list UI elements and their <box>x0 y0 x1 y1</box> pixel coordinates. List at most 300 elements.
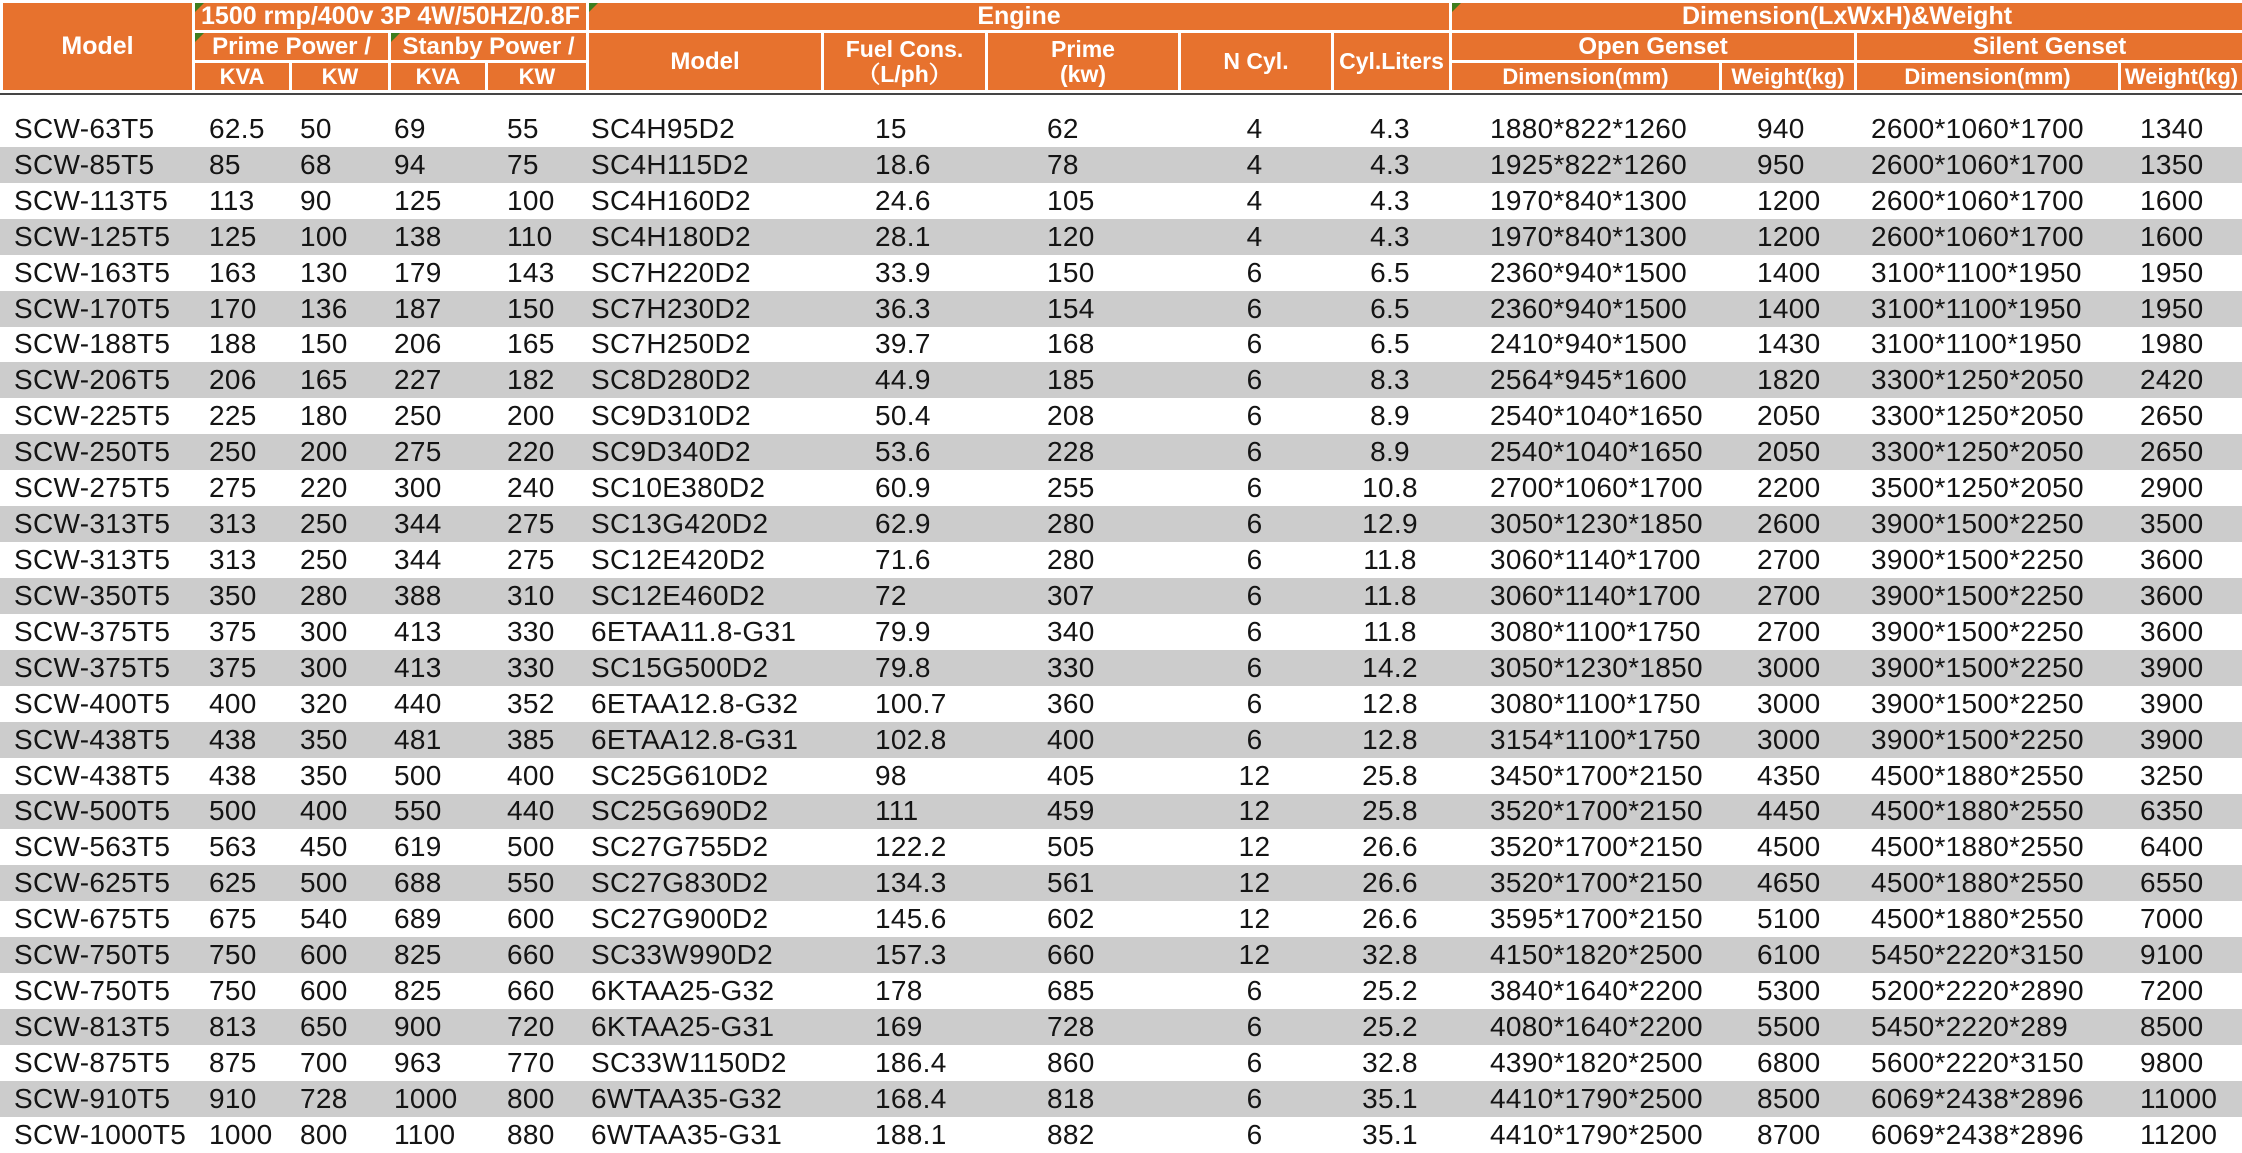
cell-open-weight: 2050 <box>1757 436 1821 468</box>
cell-silent-dimension: 2600*1060*1700 <box>1871 112 2084 144</box>
cell-prime-kva: 225 <box>209 400 257 432</box>
cell-engine-prime-kw: 405 <box>1047 759 1095 791</box>
cell-silent-weight: 3600 <box>2140 615 2204 647</box>
header-prime-kva-label: KVA <box>219 63 265 89</box>
cell-prime-kw: 136 <box>300 292 348 324</box>
cell-n-cyl: 4 <box>1246 112 1263 144</box>
cell-prime-kw: 165 <box>300 364 348 396</box>
cell-n-cyl: 6 <box>1246 651 1263 683</box>
cell-prime-kw: 150 <box>300 328 348 360</box>
cell-cyl-liters: 4.3 <box>1370 148 1410 180</box>
cell-fuel-cons: 39.7 <box>875 328 931 360</box>
cell-stanby-kw: 800 <box>507 1082 555 1114</box>
header-fuel-cons <box>824 33 988 93</box>
table-row <box>0 470 2242 506</box>
cell-prime-kva: 438 <box>209 723 257 755</box>
header-prime-kw-label: KW <box>321 63 359 89</box>
cell-prime-kw: 500 <box>300 867 348 899</box>
cell-open-dimension: 4410*1790*2500 <box>1490 1082 1703 1114</box>
cell-prime-kva: 125 <box>209 220 257 252</box>
cell-model: SCW-563T5 <box>14 831 171 863</box>
cell-open-dimension: 4410*1790*2500 <box>1490 1118 1703 1150</box>
cell-prime-kva: 206 <box>209 364 257 396</box>
cell-stanby-kva: 187 <box>394 292 442 324</box>
cell-engine-model: SC4H180D2 <box>591 220 751 252</box>
header-prime-power-label: Prime Power / <box>212 33 371 60</box>
cell-fuel-cons: 186.4 <box>875 1046 947 1078</box>
comment-marker-icon <box>589 3 598 12</box>
cell-n-cyl: 4 <box>1246 148 1263 180</box>
header-open-dimension-label: Dimension(mm) <box>1502 63 1669 89</box>
cell-stanby-kw: 182 <box>507 364 555 396</box>
cell-prime-kva: 62.5 <box>209 112 265 144</box>
header-prime-power <box>195 33 391 63</box>
cell-silent-dimension: 5450*2220*289 <box>1871 1011 2068 1042</box>
cell-silent-weight: 3900 <box>2140 687 2204 719</box>
cell-fuel-cons: 79.9 <box>875 615 931 647</box>
cell-fuel-cons: 24.6 <box>875 184 931 216</box>
cell-prime-kw: 300 <box>300 651 348 683</box>
cell-silent-weight: 1950 <box>2140 256 2204 288</box>
cell-model: SCW-438T5 <box>14 759 171 791</box>
cell-open-dimension: 1970*840*1300 <box>1490 184 1687 216</box>
cell-open-dimension: 4150*1820*2500 <box>1490 939 1703 971</box>
cell-engine-model: 6WTAA35-G32 <box>591 1082 783 1114</box>
cell-fuel-cons: 33.9 <box>875 256 931 288</box>
cell-silent-dimension: 3300*1250*2050 <box>1871 364 2084 396</box>
cell-model: SCW-910T5 <box>14 1082 171 1114</box>
cell-prime-kva: 250 <box>209 436 257 468</box>
table-row <box>0 111 2242 147</box>
table-row <box>0 183 2242 219</box>
cell-engine-prime-kw: 154 <box>1047 292 1095 324</box>
cell-n-cyl: 6 <box>1246 472 1263 504</box>
cell-engine-prime-kw: 360 <box>1047 687 1095 719</box>
cell-n-cyl: 6 <box>1246 1082 1263 1114</box>
cell-engine-model: SC25G610D2 <box>591 759 769 791</box>
cell-open-weight: 1200 <box>1757 220 1821 252</box>
header-stanby-kva <box>391 63 488 93</box>
cell-silent-dimension: 3500*1250*2050 <box>1871 472 2084 504</box>
table-row <box>0 219 2242 255</box>
cell-open-weight: 4650 <box>1757 867 1821 899</box>
cell-n-cyl: 6 <box>1246 400 1263 432</box>
cell-stanby-kva: 1100 <box>394 1118 456 1150</box>
cell-cyl-liters: 25.2 <box>1362 975 1418 1007</box>
header-stanby-kw-label: KW <box>518 63 556 89</box>
cell-model: SCW-500T5 <box>14 795 171 827</box>
cell-stanby-kw: 110 <box>507 220 553 252</box>
cell-model: SCW-350T5 <box>14 579 171 611</box>
header-open-weight <box>1722 63 1857 93</box>
cell-silent-dimension: 3900*1500*2250 <box>1871 544 2084 576</box>
cell-open-weight: 1200 <box>1757 184 1821 216</box>
cell-open-dimension: 2700*1060*1700 <box>1490 472 1703 504</box>
cell-prime-kw: 650 <box>300 1011 348 1042</box>
cell-prime-kva: 113 <box>209 184 255 216</box>
cell-cyl-liters: 8.3 <box>1370 364 1410 396</box>
cell-prime-kw: 728 <box>300 1082 348 1114</box>
header-open-genset-label: Open Genset <box>1578 33 1728 60</box>
cell-stanby-kva: 413 <box>394 615 442 647</box>
cell-n-cyl: 6 <box>1246 1118 1263 1150</box>
cell-model: SCW-675T5 <box>14 903 171 935</box>
comment-marker-icon <box>195 33 204 42</box>
cell-engine-model: SC13G420D2 <box>591 508 769 540</box>
cell-prime-kw: 180 <box>300 400 348 432</box>
cell-engine-prime-kw: 818 <box>1047 1082 1095 1114</box>
cell-stanby-kw: 55 <box>507 112 539 144</box>
cell-prime-kva: 85 <box>209 148 241 180</box>
cell-n-cyl: 6 <box>1246 687 1263 719</box>
cell-silent-weight: 1600 <box>2140 184 2204 216</box>
header-fuel-line2: （L/ph） <box>857 60 952 87</box>
cell-cyl-liters: 12.9 <box>1362 508 1418 540</box>
cell-fuel-cons: 72 <box>875 579 907 611</box>
cell-cyl-liters: 32.8 <box>1362 1046 1418 1078</box>
cell-silent-weight: 11200 <box>2140 1118 2218 1150</box>
table-header <box>0 0 2242 93</box>
cell-engine-model: SC27G830D2 <box>591 867 769 899</box>
cell-fuel-cons: 169 <box>875 1011 923 1042</box>
cell-cyl-liters: 25.2 <box>1362 1011 1418 1042</box>
cell-model: SCW-188T5 <box>14 328 171 360</box>
cell-fuel-cons: 44.9 <box>875 364 931 396</box>
cell-open-weight: 8700 <box>1757 1118 1821 1150</box>
cell-model: SCW-313T5 <box>14 544 171 576</box>
cell-prime-kw: 400 <box>300 795 348 827</box>
cell-stanby-kw: 400 <box>507 759 555 791</box>
cell-model: SCW-400T5 <box>14 687 171 719</box>
cell-open-dimension: 3520*1700*2150 <box>1490 831 1703 863</box>
cell-prime-kw: 600 <box>300 975 348 1007</box>
cell-silent-dimension: 2600*1060*1700 <box>1871 220 2084 252</box>
cell-engine-prime-kw: 660 <box>1047 939 1095 971</box>
cell-engine-prime-kw: 728 <box>1047 1011 1095 1042</box>
header-engine-title: Engine <box>977 3 1061 30</box>
cell-fuel-cons: 100.7 <box>875 687 947 719</box>
cell-engine-prime-kw: 255 <box>1047 472 1095 504</box>
cell-n-cyl: 12 <box>1238 867 1271 899</box>
cell-open-weight: 4500 <box>1757 831 1821 863</box>
cell-open-dimension: 3595*1700*2150 <box>1490 903 1703 935</box>
cell-silent-weight: 2650 <box>2140 436 2204 468</box>
cell-open-weight: 5100 <box>1757 903 1821 935</box>
cell-stanby-kw: 550 <box>507 867 555 899</box>
cell-silent-weight: 2420 <box>2140 364 2204 396</box>
cell-stanby-kva: 413 <box>394 651 442 683</box>
cell-model: SCW-313T5 <box>14 508 171 540</box>
cell-cyl-liters: 4.3 <box>1370 220 1410 252</box>
cell-silent-dimension: 4500*1880*2550 <box>1871 831 2084 863</box>
header-model-label: Model <box>61 32 134 60</box>
cell-cyl-liters: 11.8 <box>1363 579 1417 611</box>
cell-engine-model: SC4H115D2 <box>591 148 749 180</box>
cell-silent-dimension: 2600*1060*1700 <box>1871 148 2084 180</box>
cell-stanby-kva: 963 <box>394 1046 442 1078</box>
cell-prime-kw: 700 <box>300 1046 348 1078</box>
cell-open-weight: 2700 <box>1757 579 1821 611</box>
cell-engine-model: SC7H220D2 <box>591 256 751 288</box>
cell-stanby-kva: 689 <box>394 903 442 935</box>
cell-engine-prime-kw: 280 <box>1047 508 1095 540</box>
table-row <box>0 973 2242 1009</box>
cell-open-weight: 8500 <box>1757 1082 1821 1114</box>
cell-cyl-liters: 12.8 <box>1362 687 1418 719</box>
table-row <box>0 794 2242 830</box>
cell-open-dimension: 3450*1700*2150 <box>1490 759 1703 791</box>
cell-engine-model: SC15G500D2 <box>591 651 769 683</box>
cell-engine-prime-kw: 882 <box>1047 1118 1095 1150</box>
cell-engine-model: 6KTAA25-G31 <box>591 1011 775 1042</box>
cell-silent-weight: 6550 <box>2140 867 2204 899</box>
cell-stanby-kva: 1000 <box>394 1082 458 1114</box>
cell-stanby-kva: 440 <box>394 687 442 719</box>
cell-cyl-liters: 35.1 <box>1362 1082 1418 1114</box>
cell-prime-kw: 220 <box>300 472 348 504</box>
cell-stanby-kva: 500 <box>394 759 442 791</box>
cell-open-dimension: 4080*1640*2200 <box>1490 1011 1703 1042</box>
cell-fuel-cons: 36.3 <box>875 292 931 324</box>
cell-silent-dimension: 3900*1500*2250 <box>1871 579 2084 611</box>
cell-prime-kw: 50 <box>300 112 332 144</box>
cell-engine-model: SC33W1150D2 <box>591 1046 787 1078</box>
cell-open-dimension: 3520*1700*2150 <box>1490 795 1703 827</box>
cell-silent-dimension: 3100*1100*1950 <box>1871 328 2082 360</box>
cell-engine-prime-kw: 330 <box>1047 651 1095 683</box>
cell-cyl-liters: 12.8 <box>1362 723 1418 755</box>
header-dimension-title: Dimension(LxWxH)&Weight <box>1681 3 2013 30</box>
table-row <box>0 1045 2242 1081</box>
cell-engine-prime-kw: 307 <box>1047 579 1095 611</box>
cell-cyl-liters: 25.8 <box>1362 795 1418 827</box>
cell-stanby-kw: 310 <box>507 579 555 611</box>
header-silent-genset-label: Silent Genset <box>1972 33 2127 60</box>
cell-prime-kva: 375 <box>209 615 257 647</box>
header-silent-weight-label: Weight(kg) <box>2124 63 2239 89</box>
header-engine-prime-line1: Prime <box>1051 35 1115 62</box>
cell-open-weight: 2200 <box>1757 472 1821 504</box>
cell-open-weight: 3000 <box>1757 723 1821 755</box>
header-fuel-line1: Fuel Cons. <box>845 35 964 62</box>
cell-n-cyl: 12 <box>1238 939 1271 971</box>
cell-engine-model: 6KTAA25-G32 <box>591 975 775 1007</box>
cell-prime-kva: 400 <box>209 687 257 719</box>
cell-prime-kva: 500 <box>209 795 257 827</box>
cell-stanby-kw: 275 <box>507 544 555 576</box>
cell-model: SCW-206T5 <box>14 364 171 396</box>
table-row <box>0 901 2242 937</box>
cell-engine-model: 6ETAA12.8-G32 <box>591 687 799 719</box>
cell-n-cyl: 6 <box>1246 256 1263 288</box>
cell-open-weight: 940 <box>1757 112 1805 144</box>
cell-open-dimension: 1970*840*1300 <box>1490 220 1687 252</box>
cell-engine-model: SC7H250D2 <box>591 328 751 360</box>
cell-stanby-kw: 240 <box>507 472 555 504</box>
header-silent-weight <box>2121 63 2242 93</box>
table-row <box>0 506 2242 542</box>
cell-silent-dimension: 6069*2438*2896 <box>1871 1082 2084 1114</box>
cell-fuel-cons: 53.6 <box>875 436 931 468</box>
cell-open-dimension: 4390*1820*2500 <box>1490 1046 1703 1078</box>
cell-stanby-kw: 165 <box>507 328 555 360</box>
cell-prime-kva: 438 <box>209 759 257 791</box>
cell-engine-prime-kw: 561 <box>1047 867 1095 899</box>
cell-open-dimension: 3154*1100*1750 <box>1490 723 1701 755</box>
cell-silent-dimension: 3300*1250*2050 <box>1871 400 2084 432</box>
cell-n-cyl: 12 <box>1238 831 1271 863</box>
cell-model: SCW-125T5 <box>14 220 171 252</box>
cell-model: SCW-170T5 <box>14 292 171 324</box>
cell-n-cyl: 12 <box>1238 903 1271 935</box>
cell-fuel-cons: 122.2 <box>875 831 947 863</box>
table-row <box>0 614 2242 650</box>
cell-engine-prime-kw: 168 <box>1047 328 1095 360</box>
cell-cyl-liters: 6.5 <box>1370 292 1410 324</box>
cell-open-dimension: 2360*940*1500 <box>1490 256 1687 288</box>
cell-open-weight: 2050 <box>1757 400 1821 432</box>
cell-open-dimension: 3520*1700*2150 <box>1490 867 1703 899</box>
cell-silent-dimension: 4500*1880*2550 <box>1871 759 2084 791</box>
cell-prime-kw: 280 <box>300 579 348 611</box>
cell-model: SCW-750T5 <box>14 975 171 1007</box>
cell-prime-kva: 275 <box>209 472 257 504</box>
cell-engine-model: 6WTAA35-G31 <box>591 1118 783 1150</box>
cell-silent-dimension: 4500*1880*2550 <box>1871 903 2084 935</box>
cell-engine-prime-kw: 860 <box>1047 1046 1095 1078</box>
cell-silent-dimension: 3900*1500*2250 <box>1871 615 2084 647</box>
header-stanby-power <box>391 33 589 63</box>
cell-stanby-kw: 660 <box>507 939 555 971</box>
cell-stanby-kva: 344 <box>394 544 442 576</box>
cell-engine-model: SC9D310D2 <box>591 400 751 432</box>
cell-stanby-kw: 330 <box>507 651 555 683</box>
table-row <box>0 650 2242 686</box>
table-row <box>0 578 2242 614</box>
header-engine-model-label: Model <box>670 47 740 75</box>
cell-cyl-liters: 6.5 <box>1370 256 1410 288</box>
cell-cyl-liters: 8.9 <box>1370 436 1410 468</box>
cell-prime-kva: 675 <box>209 903 257 935</box>
cell-engine-model: SC25G690D2 <box>591 795 769 827</box>
table-row <box>0 255 2242 291</box>
cell-cyl-liters: 10.8 <box>1362 472 1418 504</box>
cell-open-dimension: 3060*1140*1700 <box>1490 544 1701 576</box>
cell-open-weight: 4450 <box>1757 795 1821 827</box>
cell-open-dimension: 2360*940*1500 <box>1490 292 1687 324</box>
cell-prime-kw: 300 <box>300 615 348 647</box>
cell-model: SCW-275T5 <box>14 472 171 504</box>
cell-open-dimension: 3060*1140*1700 <box>1490 579 1701 611</box>
cell-silent-weight: 11000 <box>2140 1082 2218 1114</box>
cell-cyl-liters: 26.6 <box>1362 831 1418 863</box>
table-row <box>0 865 2242 901</box>
cell-engine-model: SC33W990D2 <box>591 939 773 971</box>
cell-fuel-cons: 28.1 <box>875 220 931 252</box>
header-open-dimension <box>1452 63 1722 93</box>
cell-open-weight: 6800 <box>1757 1046 1821 1078</box>
cell-model: SCW-813T5 <box>14 1011 171 1042</box>
cell-stanby-kva: 900 <box>394 1011 442 1042</box>
cell-silent-dimension: 5600*2220*3150 <box>1871 1046 2084 1078</box>
header-engine-prime-line2: (kw) <box>1060 60 1106 87</box>
cell-fuel-cons: 178 <box>875 975 923 1007</box>
cell-stanby-kw: 660 <box>507 975 555 1007</box>
cell-silent-weight: 1950 <box>2140 292 2204 324</box>
cell-stanby-kw: 75 <box>507 148 539 180</box>
cell-fuel-cons: 145.6 <box>875 903 947 935</box>
cell-engine-prime-kw: 602 <box>1047 903 1095 935</box>
cell-open-weight: 6100 <box>1757 939 1821 971</box>
cell-engine-model: SC4H160D2 <box>591 184 751 216</box>
header-cyl-liters-label: Cyl.Liters <box>1339 48 1444 75</box>
cell-open-weight: 1400 <box>1757 292 1821 324</box>
cell-silent-weight: 8500 <box>2140 1011 2204 1042</box>
cell-engine-model: SC8D280D2 <box>591 364 751 396</box>
cell-open-weight: 2700 <box>1757 615 1821 647</box>
cell-open-dimension: 3840*1640*2200 <box>1490 975 1703 1007</box>
cell-silent-weight: 3250 <box>2140 759 2204 791</box>
cell-engine-prime-kw: 208 <box>1047 400 1095 432</box>
cell-model: SCW-375T5 <box>14 615 171 647</box>
header-model <box>3 3 195 93</box>
cell-silent-weight: 9800 <box>2140 1046 2204 1078</box>
cell-engine-model: SC9D340D2 <box>591 436 751 468</box>
cell-silent-dimension: 3300*1250*2050 <box>1871 436 2084 468</box>
cell-silent-dimension: 3900*1500*2250 <box>1871 723 2084 755</box>
cell-engine-prime-kw: 62 <box>1047 112 1079 144</box>
table-row <box>0 686 2242 722</box>
cell-open-weight: 3000 <box>1757 687 1821 719</box>
header-power-title: 1500 rmp/400v 3P 4W/50HZ/0.8F <box>201 3 580 30</box>
cell-stanby-kva: 138 <box>394 220 442 252</box>
cell-model: SCW-163T5 <box>14 256 171 288</box>
table-row <box>0 1009 2242 1045</box>
cell-n-cyl: 6 <box>1246 508 1263 540</box>
cell-open-dimension: 1880*822*1260 <box>1490 112 1687 144</box>
table-row <box>0 147 2242 183</box>
table-row <box>0 398 2242 434</box>
header-engine-prime <box>988 33 1181 93</box>
cell-engine-model: SC10E380D2 <box>591 472 766 504</box>
cell-prime-kva: 313 <box>209 508 257 540</box>
cell-engine-prime-kw: 400 <box>1047 723 1095 755</box>
cell-cyl-liters: 4.3 <box>1370 184 1410 216</box>
cell-model: SCW-113T5 <box>14 184 169 216</box>
cell-silent-weight: 1340 <box>2140 112 2204 144</box>
cell-engine-prime-kw: 105 <box>1047 184 1095 216</box>
cell-silent-dimension: 5200*2220*2890 <box>1871 975 2084 1007</box>
cell-cyl-liters: 14.2 <box>1362 651 1418 683</box>
header-open-genset <box>1452 33 1857 63</box>
cell-prime-kva: 910 <box>209 1082 257 1114</box>
cell-prime-kw: 130 <box>300 256 348 288</box>
cell-fuel-cons: 111 <box>875 795 919 827</box>
table-row <box>0 542 2242 578</box>
cell-cyl-liters: 35.1 <box>1362 1118 1418 1150</box>
cell-open-dimension: 2564*945*1600 <box>1490 364 1687 396</box>
cell-engine-prime-kw: 120 <box>1047 220 1095 252</box>
cell-silent-dimension: 4500*1880*2550 <box>1871 867 2084 899</box>
header-spacer <box>0 95 2242 111</box>
cell-stanby-kw: 220 <box>507 436 555 468</box>
cell-engine-model: 6ETAA12.8-G31 <box>591 723 799 755</box>
header-cyl-liters <box>1334 33 1452 93</box>
comment-marker-icon <box>1452 3 1461 12</box>
cell-model: SCW-63T5 <box>14 112 155 144</box>
cell-n-cyl: 6 <box>1246 436 1263 468</box>
cell-stanby-kva: 179 <box>394 256 442 288</box>
